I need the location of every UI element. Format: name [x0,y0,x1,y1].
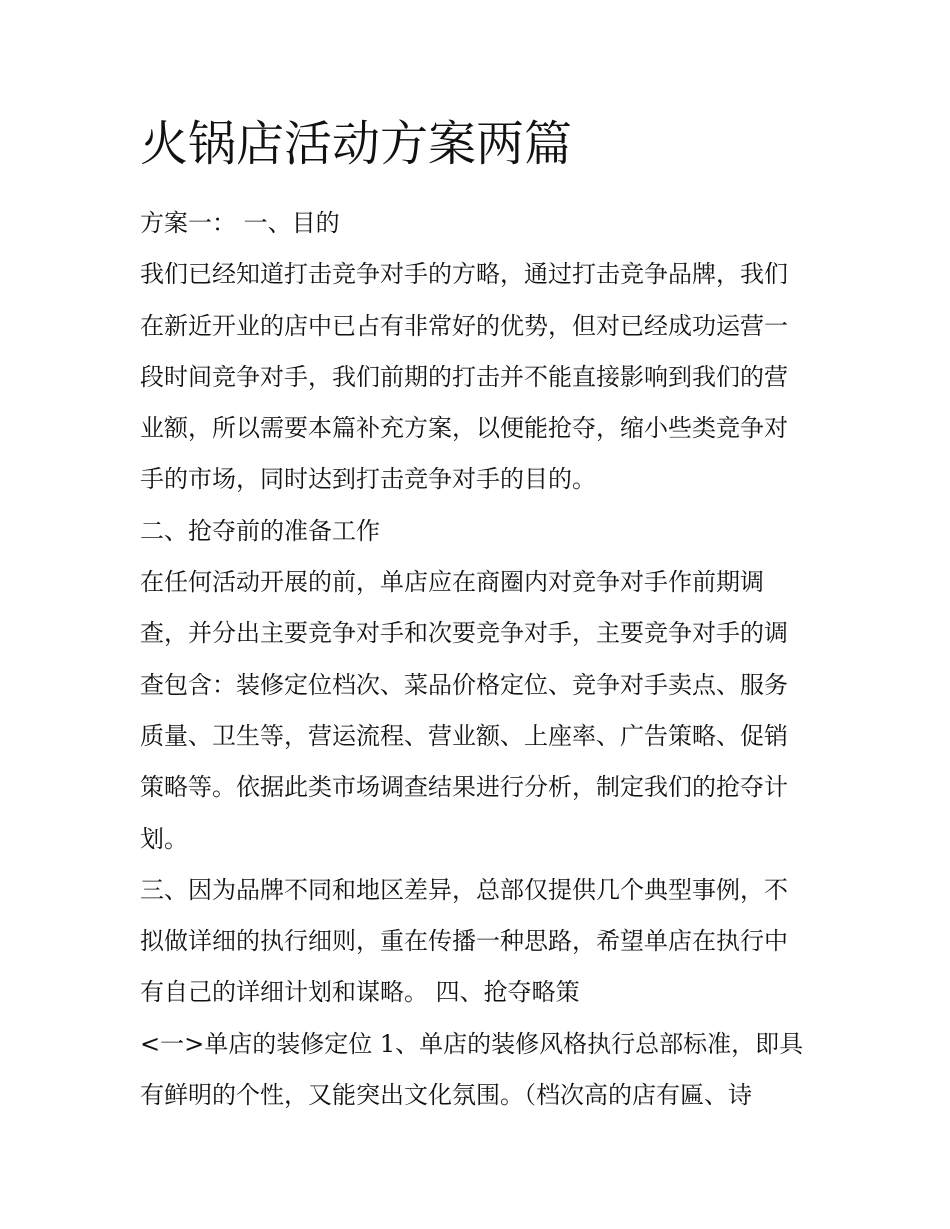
paragraph-line: 方案一： 一、目的 [140,209,340,237]
document-body [140,198,816,1121]
document-title: 火锅店活动方案两篇 [140,116,573,172]
paragraph-line: 有自己的详细计划和谋略。 四、抢夺略策 [140,978,580,1007]
paragraph-line: 质量、卫生等，营运流程、营业额、上座率、广告策略、促销 [140,721,788,750]
paragraph-line: <一>单店的装修定位 1、单店的装修风格执行总部标准，即具 [140,1029,804,1058]
paragraph-line: 在新近开业的店中已占有非常好的优势，但对已经成功运营一 [140,311,788,340]
paragraph-line: 有鲜明的个性，又能突出文化氛围。（档次高的店有匾、诗 [140,1081,752,1110]
paragraph-line: 业额，所以需要本篇补充方案，以便能抢夺，缩小些类竞争对 [140,414,788,443]
paragraph-line: 在任何活动开展的前，单店应在商圈内对竞争对手作前期调 [140,568,764,597]
paragraph-line: 拟做详细的执行细则，重在传播一种思路，希望单店在执行中 [140,927,788,956]
section-heading: 三、因为品牌不同和地区差异，总部仅提供几个典型事例，不 [140,875,788,904]
paragraph-line: 策略等。依据此类市场调查结果进行分析，制定我们的抢夺计 [140,773,788,802]
paragraph-line: 手的市场，同时达到打击竞争对手的目的。 [140,465,596,494]
paragraph-line: 查包含：装修定位档次、菜品价格定位、竞争对手卖点、服务 [140,670,788,699]
paragraph-line: 查，并分出主要竞争对手和次要竞争对手，主要竞争对手的调 [140,619,788,648]
paragraph-line: 我们已经知道打击竞争对手的方略，通过打击竞争品牌，我们 [140,260,788,289]
section-heading: 二、抢夺前的准备工作 [140,516,380,545]
paragraph-line: 段时间竞争对手，我们前期的打击并不能直接影响到我们的营 [140,362,788,391]
paragraph-line: 划。 [140,824,188,853]
